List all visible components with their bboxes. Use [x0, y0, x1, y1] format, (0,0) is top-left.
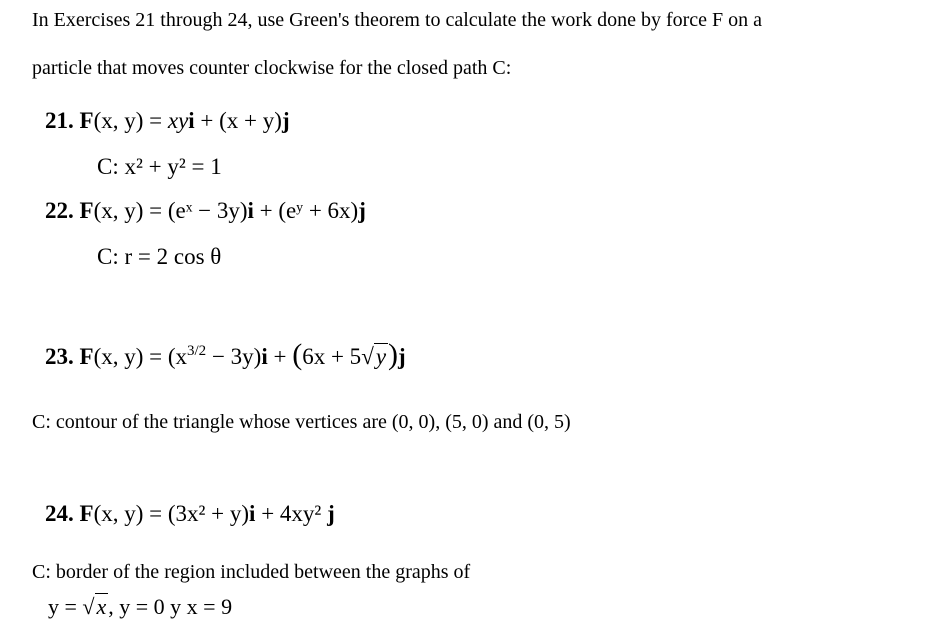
sqrt-argument: x	[96, 594, 107, 619]
formula-part: − 3y)	[206, 344, 262, 369]
unit-j: j	[281, 108, 290, 133]
unit-j: j	[358, 198, 366, 223]
exercise-24-path: C: border of the region included between the graphs of	[32, 561, 471, 583]
unit-i: i	[188, 108, 195, 133]
formula-part: 6x + 5	[302, 344, 362, 369]
exercise-22-path: C: r = 2 cos θ	[97, 244, 222, 269]
formula-part: +	[267, 344, 293, 369]
exercise-21-formula	[45, 108, 290, 134]
force-symbol: F	[79, 198, 94, 223]
formula-part: + 4xy²	[255, 501, 328, 526]
unit-i: i	[247, 198, 254, 223]
intro-line-2: particle that moves counter clockwise for the closed path C:	[32, 57, 512, 79]
exponent: 3/2	[187, 343, 207, 359]
exercise-22-formula	[45, 198, 366, 224]
formula-part: , y = 0 y x = 9	[108, 594, 233, 619]
formula-part: y =	[48, 594, 83, 619]
sqrt-argument: y	[375, 344, 387, 369]
unit-i: i	[249, 501, 256, 526]
formula-part: (x, y) = (3x² + y)	[93, 501, 250, 526]
unit-i: i	[261, 344, 268, 369]
exercise-number: 22.	[45, 198, 74, 223]
formula-part: (x, y) =	[93, 108, 168, 133]
exercise-23-path: C: contour of the triangle whose vertices are (0, 0), (5, 0) and (0, 5)	[32, 411, 571, 433]
exercise-21-path: C: x² + y² = 1	[97, 154, 222, 179]
exercise-number: 21.	[45, 108, 74, 133]
exercise-23-formula: 23. F(x, $y) = (x^{3/2} - 3y)i + (6x + 5√y)j$	[45, 338, 406, 371]
formula-part: (x, y) = (x	[93, 344, 188, 369]
exercise-number: 23.	[45, 344, 74, 369]
unit-j: j	[398, 344, 406, 369]
unit-j: j	[327, 501, 335, 526]
exercise-24-formula	[45, 501, 335, 527]
formula-part: + (x + y)	[194, 108, 282, 133]
exercise-number: 24.	[45, 501, 74, 526]
intro-line-1: In Exercises 21 through 24, use Green's theorem to calculate the work done by force F on a	[32, 9, 763, 31]
force-symbol: F	[79, 108, 94, 133]
force-symbol: F	[79, 501, 94, 526]
formula-part: eˣ − 3y)	[175, 198, 248, 223]
formula-part: + (eʸ + 6x)	[253, 198, 359, 223]
formula-part: xy	[167, 108, 189, 133]
exercise-24-path-graphs: y = √x, y = 0 y x = 9	[48, 594, 233, 619]
formula-part: (x, y) = (	[93, 198, 176, 223]
force-symbol: F	[79, 344, 94, 369]
